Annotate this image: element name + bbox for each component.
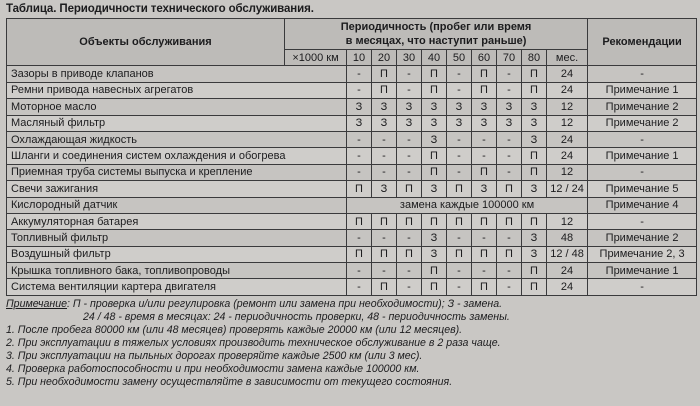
months-cell: 48 — [547, 230, 588, 246]
table-row — [7, 230, 697, 246]
interval-cell: З — [397, 115, 422, 131]
interval-cell: - — [397, 279, 422, 295]
interval-cell: П — [522, 66, 547, 82]
interval-cell: П — [372, 82, 397, 98]
months-cell: 24 — [547, 263, 588, 279]
interval-cell: - — [347, 230, 372, 246]
row-name: Свечи зажигания — [7, 181, 347, 197]
note-3: 3. При эксплуатации на пыльных дорогах проверяйте каждые 2500 км (или 3 мес). — [6, 350, 423, 362]
interval-header: 40 — [422, 50, 447, 66]
periodicity-header-line2: в месяцах, что наступит раньше) — [345, 35, 527, 47]
row-name: Зазоры в приводе клапанов — [7, 66, 347, 82]
interval-cell: П — [472, 279, 497, 295]
interval-cell: - — [347, 263, 372, 279]
table-row — [7, 263, 697, 279]
interval-cell: З — [347, 99, 372, 115]
interval-cell: З — [497, 99, 522, 115]
interval-cell: П — [422, 148, 447, 164]
interval-cell: П — [397, 246, 422, 262]
interval-cell: - — [472, 131, 497, 147]
interval-cell: З — [472, 181, 497, 197]
row-name: Топливный фильтр — [7, 230, 347, 246]
interval-cell: П — [422, 82, 447, 98]
interval-cell: З — [522, 115, 547, 131]
row-span-note: замена каждые 100000 км — [347, 197, 588, 213]
note-months: 24 / 48 - время в месяцах: 24 - периодичность проверки, 48 - периодичность замены. — [83, 311, 510, 323]
interval-cell: П — [422, 263, 447, 279]
months-cell: 12 / 48 — [547, 246, 588, 262]
months-cell: 24 — [547, 82, 588, 98]
table-row — [7, 246, 697, 262]
interval-cell: П — [472, 66, 497, 82]
interval-cell: - — [447, 148, 472, 164]
interval-cell: З — [522, 181, 547, 197]
interval-cell: П — [422, 66, 447, 82]
interval-cell: З — [522, 131, 547, 147]
recommendation-cell: Примечание 2, 3 — [588, 246, 697, 262]
interval-cell: - — [447, 263, 472, 279]
interval-cell: - — [372, 263, 397, 279]
interval-cell: П — [347, 181, 372, 197]
table-title: Таблица. Периодичности технического обслуживания. — [6, 3, 314, 15]
table-row — [7, 99, 697, 115]
recommendation-cell: Примечание 1 — [588, 82, 697, 98]
interval-cell: П — [522, 263, 547, 279]
recommendation-cell: - — [588, 164, 697, 180]
row-name: Охлаждающая жидкость — [7, 131, 347, 147]
interval-cell: П — [497, 181, 522, 197]
interval-header: 60 — [472, 50, 497, 66]
interval-cell: З — [422, 230, 447, 246]
interval-cell: - — [372, 148, 397, 164]
table-row — [7, 66, 697, 82]
interval-cell: З — [347, 115, 372, 131]
interval-cell: П — [522, 82, 547, 98]
interval-cell: П — [372, 66, 397, 82]
interval-cell: - — [397, 131, 422, 147]
note-legend-text: : П - проверка и/или регулировка (ремонт или замена при необходимости); З - замена. — [67, 298, 503, 310]
interval-cell: - — [347, 148, 372, 164]
interval-cell: - — [347, 82, 372, 98]
row-name: Кислородный датчик — [7, 197, 347, 213]
interval-cell: З — [522, 99, 547, 115]
months-cell: 24 — [547, 131, 588, 147]
months-cell: 12 — [547, 115, 588, 131]
recommendation-cell: - — [588, 131, 697, 147]
row-name: Моторное масло — [7, 99, 347, 115]
interval-cell: - — [447, 164, 472, 180]
interval-cell: З — [497, 115, 522, 131]
interval-cell: З — [472, 115, 497, 131]
interval-cell: - — [497, 66, 522, 82]
interval-cell: П — [522, 164, 547, 180]
interval-cell: П — [397, 213, 422, 229]
interval-cell: П — [497, 246, 522, 262]
interval-cell: З — [422, 115, 447, 131]
interval-cell: - — [472, 263, 497, 279]
interval-cell: З — [447, 99, 472, 115]
interval-cell: П — [472, 164, 497, 180]
interval-cell: - — [447, 279, 472, 295]
interval-cell: - — [497, 131, 522, 147]
recommendation-cell: - — [588, 279, 697, 295]
interval-cell: П — [447, 246, 472, 262]
note-2: 2. При эксплуатации в тяжелых условиях производить техническое обслуживание в 2 раза чаще. — [6, 337, 501, 349]
row-name: Аккумуляторная батарея — [7, 213, 347, 229]
recommendation-cell: Примечание 5 — [588, 181, 697, 197]
interval-cell: - — [447, 66, 472, 82]
interval-cell: З — [472, 99, 497, 115]
months-cell: 24 — [547, 148, 588, 164]
interval-cell: П — [522, 213, 547, 229]
recommendation-cell: Примечание 1 — [588, 148, 697, 164]
interval-cell: П — [472, 246, 497, 262]
table-row — [7, 213, 697, 229]
interval-cell: П — [372, 279, 397, 295]
interval-cell: - — [397, 263, 422, 279]
months-cell: 12 — [547, 213, 588, 229]
interval-cell: - — [497, 164, 522, 180]
row-name: Масляный фильтр — [7, 115, 347, 131]
interval-cell: - — [447, 131, 472, 147]
interval-cell: П — [422, 279, 447, 295]
interval-cell: П — [522, 148, 547, 164]
recommendation-cell: - — [588, 213, 697, 229]
row-name: Крышка топливного бака, топливопроводы — [7, 263, 347, 279]
interval-cell: - — [397, 230, 422, 246]
table-row — [7, 164, 697, 180]
interval-cell: - — [347, 131, 372, 147]
interval-cell: З — [397, 99, 422, 115]
interval-header: 30 — [397, 50, 422, 66]
interval-header: 80 — [522, 50, 547, 66]
recommendation-cell: Примечание 1 — [588, 263, 697, 279]
row-name: Приемная труба системы выпуска и крепление — [7, 164, 347, 180]
months-header: мес. — [547, 50, 588, 66]
interval-cell: - — [472, 230, 497, 246]
row-name: Ремни привода навесных агрегатов — [7, 82, 347, 98]
notes — [6, 298, 696, 389]
interval-cell: З — [522, 230, 547, 246]
recommendation-cell: Примечание 4 — [588, 197, 697, 213]
interval-cell: - — [397, 148, 422, 164]
interval-header: 70 — [497, 50, 522, 66]
interval-cell: П — [447, 181, 472, 197]
maintenance-table — [6, 18, 697, 296]
interval-cell: - — [497, 279, 522, 295]
interval-cell: З — [372, 181, 397, 197]
interval-cell: - — [347, 279, 372, 295]
table-row — [7, 197, 697, 213]
objects-header: Объекты обслуживания — [7, 19, 285, 66]
interval-cell: - — [372, 164, 397, 180]
interval-cell: - — [497, 230, 522, 246]
table-row — [7, 279, 697, 295]
interval-header: 50 — [447, 50, 472, 66]
interval-cell: П — [447, 213, 472, 229]
interval-header: 20 — [372, 50, 397, 66]
table-row — [7, 131, 697, 147]
recommendation-cell: Примечание 2 — [588, 230, 697, 246]
row-name: Шланги и соединения систем охлаждения и обогрева — [7, 148, 347, 164]
note-legend-label: Примечание — [6, 298, 68, 310]
interval-cell: З — [372, 99, 397, 115]
recommendations-header: Рекомендации — [588, 19, 697, 66]
recommendation-cell: Примечание 2 — [588, 115, 697, 131]
interval-cell: П — [372, 213, 397, 229]
interval-cell: З — [422, 99, 447, 115]
interval-cell: - — [397, 164, 422, 180]
interval-cell: П — [372, 246, 397, 262]
interval-cell: П — [422, 164, 447, 180]
row-name: Воздушный фильтр — [7, 246, 347, 262]
interval-cell: - — [397, 82, 422, 98]
interval-cell: - — [347, 66, 372, 82]
row-name: Система вентиляции картера двигателя — [7, 279, 347, 295]
periodicity-header-line1: Периодичность (пробег или время — [340, 21, 532, 33]
months-cell: 12 — [547, 164, 588, 180]
note-legend — [6, 298, 696, 311]
interval-cell: - — [347, 164, 372, 180]
interval-cell: П — [522, 279, 547, 295]
table-row — [7, 82, 697, 98]
interval-cell: - — [497, 82, 522, 98]
table-row — [7, 181, 697, 197]
months-cell: 12 — [547, 99, 588, 115]
months-cell: 24 — [547, 66, 588, 82]
interval-cell: З — [422, 131, 447, 147]
recommendation-cell: - — [588, 66, 697, 82]
months-cell: 24 — [547, 279, 588, 295]
interval-cell: П — [422, 213, 447, 229]
interval-cell: - — [372, 131, 397, 147]
interval-cell: - — [497, 263, 522, 279]
note-1: 1. После пробега 80000 км (или 48 месяцев) проверять каждые 20000 км (или 12 месяцев). — [6, 324, 463, 336]
interval-cell: П — [472, 213, 497, 229]
interval-cell: П — [397, 181, 422, 197]
interval-cell: - — [397, 66, 422, 82]
interval-cell: - — [372, 230, 397, 246]
interval-cell: З — [422, 181, 447, 197]
months-cell: 12 / 24 — [547, 181, 588, 197]
km-unit-header: ×1000 км — [285, 50, 347, 66]
note-5: 5. При необходимости замену осуществляйте в зависимости от текущего состояния. — [6, 376, 453, 388]
interval-cell: - — [497, 148, 522, 164]
recommendation-cell: Примечание 2 — [588, 99, 697, 115]
interval-cell: П — [497, 213, 522, 229]
note-4: 4. Проверка работоспособности и при необходимости замена каждые 100000 км. — [6, 363, 420, 375]
interval-header: 10 — [347, 50, 372, 66]
interval-cell: - — [447, 230, 472, 246]
table-row — [7, 115, 697, 131]
interval-cell: - — [472, 148, 497, 164]
periodicity-header — [285, 19, 588, 50]
interval-cell: - — [447, 82, 472, 98]
interval-cell: З — [372, 115, 397, 131]
interval-cell: З — [522, 246, 547, 262]
table-row — [7, 148, 697, 164]
interval-cell: П — [347, 246, 372, 262]
interval-cell: П — [472, 82, 497, 98]
interval-cell: З — [447, 115, 472, 131]
interval-cell: З — [422, 246, 447, 262]
interval-cell: П — [347, 213, 372, 229]
